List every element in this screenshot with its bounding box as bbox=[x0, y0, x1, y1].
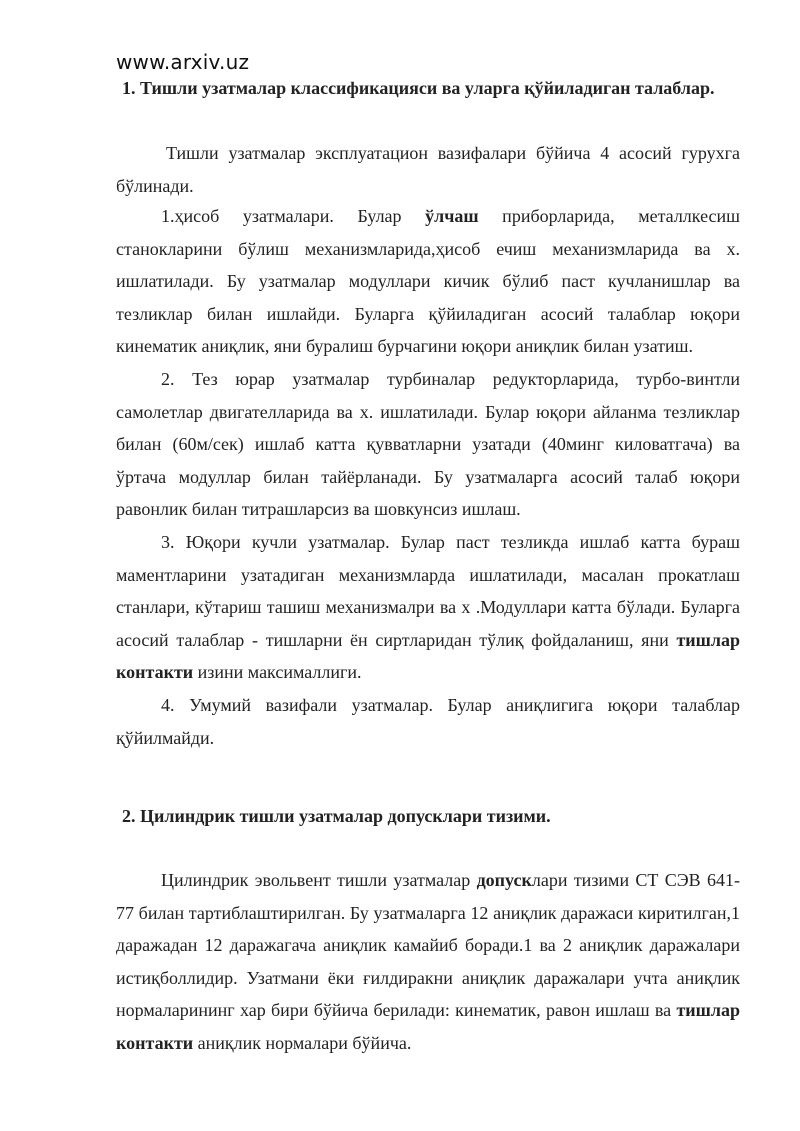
bold-term: тишлар контакти bbox=[116, 629, 740, 682]
bold-term: допуск bbox=[476, 870, 532, 890]
text-run: 1.ҳисоб узатмалари. Булар bbox=[161, 206, 426, 226]
section-1-heading: 1. Тишли узатмалар классификацияси ва уларга қўйиладиган талаблар. bbox=[122, 78, 715, 98]
bold-term: тишлар контакти bbox=[116, 1000, 740, 1053]
text-run: аниқлик нормалари бўйича. bbox=[193, 1032, 412, 1053]
text-run: Цилиндрик эвольвент тишли узатмалар bbox=[161, 870, 477, 890]
list-item-3 bbox=[116, 526, 740, 689]
text-run: лари тизими СТ СЭВ 641-77 билан тартиблаштирилган. Бу узатмаларга 12 аниқлик даражаси киритилган,1 даражадан 12 даражагача аниқлик камайиб боради.1 ва 2 аниқлик даражалари истиқболлидир. Узатмани ёки ғилдиракни аниқлик даражалари учта аниқлик нормаларининг хар бири бўйича берилади: кинематик, равон ишлаш ва bbox=[116, 870, 740, 1020]
section-1-intro: Тишли узатмалар эксплуатацион вазифалари бўйича 4 асосий гурухга бўлинади. bbox=[116, 143, 740, 196]
text-run: 3. Юқори кучли узатмалар. Булар паст тезликда ишлаб катта бураш маментларини узатадиган механизмларда ишлатилади, масалан прокатлаш станлари, кўтариш ташиш механизмалри ва х .Модуллари катта бўлади. Буларга асосий талаблар - тишларни ён сиртларидан тўлиқ фойдаланиш, яни bbox=[116, 532, 740, 650]
section-2-paragraph bbox=[116, 864, 740, 1059]
list-item-2: 2. Тез юрар узатмалар турбиналар редукторларида, турбо-винтли самолетлар двигателларида ва х. ишлатилади. Булар юқори айланма тезликлар билан (60м/сек) ишлаб катта қувватларни узатади (40минг киловатгача) ва ўртача модуллар билан тайёрланади. Бу узатмаларга асосий талаб юқори равонлик билан титрашларсиз ва шовкунсиз ишлаш. bbox=[116, 369, 740, 519]
text-run: изини максималлиги. bbox=[193, 662, 362, 682]
text-run: приборларида, металлкесиш станокларини бўлиш механизмларида,ҳисоб ечиш механизмларида ва х. ишлатилади. Бу узатмалар модуллари кичик бўлиб паст кучланишлар ва тезликлар билан ишлайди. Буларга қўйиладиган асосий талаблар юқори кинематик аниқлик, яни буралиш бурчагини юқори аниқлик билан узатиш. bbox=[116, 206, 741, 356]
bold-term: ўлчаш bbox=[425, 206, 479, 226]
list-item-1 bbox=[116, 200, 740, 363]
watermark: www.arxiv.uz bbox=[116, 50, 250, 74]
section-2-heading: 2. Цилиндрик тишли узатмалар допусклари тизими. bbox=[122, 806, 551, 826]
list-item-4: 4. Умумий вазифали узатмалар. Булар аниқлигига юқори талаблар қўйилмайди. bbox=[116, 695, 740, 748]
